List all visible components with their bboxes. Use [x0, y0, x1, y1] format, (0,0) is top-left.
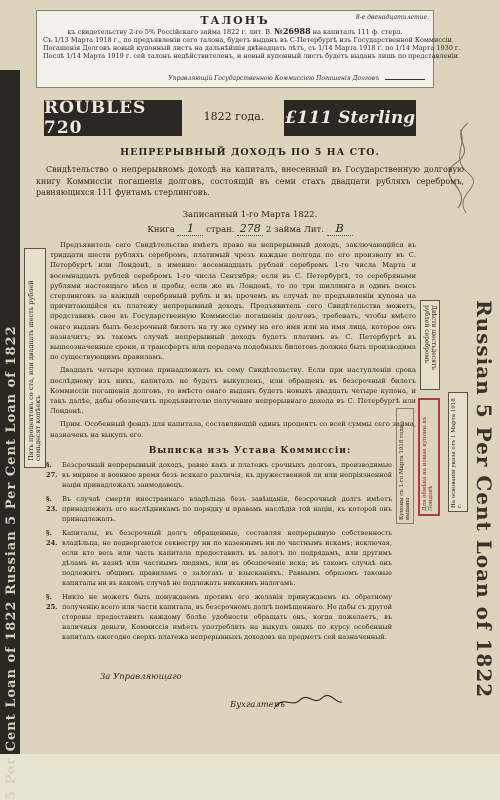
page-number: 278 [237, 222, 263, 236]
article-item [46, 494, 392, 524]
left-side-box [24, 248, 46, 468]
loan-letter: В [327, 222, 353, 236]
body-paragraph-2: Двадцать четыре купона принадлежатъ къ сему Свидѣтельству. Если при наступленiи срока послѣднему изъ нихъ, капиталъ не будетъ выкупленъ, или обращенъ въ безсрочный билетъ Коммиссiи погашенiя долговъ, то вмѣсто онаго выданъ будетъ новыхъ двадцать четыре купона, и такъ далѣе, дабы обезпечить предъявителю получение непрерывнаго дохода въ С. Петербургѣ или Лондонѣ. [50, 366, 416, 416]
header-roubles: ROUBLES 720 [44, 100, 182, 136]
coupon-line1-suffix: на капиталъ 111 ф. стерл. [312, 28, 403, 36]
articles-list [46, 460, 392, 646]
article-text: Безсрочный непрерывный доходъ, равно какъ и платежъ срочныхъ долговъ, производимые въ мирное и военное время безъ всякаго различiя, къ дружественной ли или непрiязненной нацiи принадлежалъ заимодавецъ. [62, 461, 392, 489]
article-item [46, 592, 392, 642]
article-text: Никто не можетъ быть понуждаемъ противъ его желанiя принуждаемъ къ обратному полученiю всего или части капитала, въ безсрочномъ долгѣ помѣщеннаго. Но дабы съ другой стороны предоставить каждому болѣе удобности обращать онъ, когда пожелаетъ, въ наличныя деньги, Коммиссiя имѣетъ употреблять на выкупъ оныхъ по курсу особенный капиталъ ежегодно сверхъ платежа непрерывныхъ доходовъ на предметъ сей назначенный. [62, 593, 392, 641]
body-paragraph-1: Предъявитель сего Свидѣтельства имѣетъ право на непрерывный доходъ, заключающiйся въ тридцати шести рубляхъ серебромъ, платимый чрезъ каждые полгода по его произволу въ С. Петербургѣ или Лондонѣ, а именно: восемнадцать рублей серебромъ 1-го числа Марта и восемнадцать рублей серебромъ 1-го числа Сентября; если въ С. Петербургѣ, то серебряными рублями настоящаго вѣса и пробы, если же въ Лондонѣ, то по три шиллинга и одинъ пенсъ стерлинговъ за каждый серебряный рубль и въ прочемъ въ случаѣ по предъявленiи купона на причитающiйся къ платежу непрерывный доходъ. Предъявитель сего Свидѣтельства можетъ, представивъ свое въ Государственную Коммиссiю погашенiя долговъ, требовать, чтобы вмѣсто онаго выданъ былъ безсрочный билетъ на ту же сумму на его имя или на имя лица, которое онъ назначитъ; въ такомъ случаѣ непрерывный доходъ будетъ платимъ въ С. Петербургѣ въ вышеозначенные сроки, и трансфертъ или передача подобныхъ билетовъ должна быть производима по существующимъ правиламъ. [50, 241, 416, 362]
coupon-line-2: Съ 1/13 Марта 1918 г., по предъявленiи сего талона, будетъ выданъ въ С-Петербургѣ изъ Государственной Коммиссiи [43, 36, 453, 44]
article-number: §. 23. [46, 495, 58, 513]
band-text: 5 Per Cent Loan of 1822 Russian 5 Per Cent Loan of 1822 [4, 325, 19, 800]
right-side-box [420, 300, 440, 390]
coupon-signature-label: Управляющiй Государственною Коммиссiею Погашенiя Долговъ [168, 75, 380, 82]
coupon-signature [168, 75, 425, 82]
coupon-title: ТАЛОНЪ [200, 14, 270, 27]
left-side-text: Пять процентовъ со ста, или двадцать шесть рублей семьдесят копѣекъ [27, 280, 42, 461]
article-text: Капиталы, въ безсрочный долгъ обращенные, составляя непрерывную собственность владѣльца, не подвергаются секвестру ни по казеннымъ ни по частнымъ искамъ; исключая, если кто весь или часть капитала предоставилъ въ залогъ по подрядамъ, или другимъ дѣламъ въ казнѣ или частнымъ людямъ, или въ обезпеченiе иска; въ такомъ случаѣ онъ подлежитъ общимъ правиламъ о залогахъ и взысканiяхъ. Равнымъ образомъ таковые капиталы ни въ какомъ случаѣ не подлежатъ никакимъ налогамъ. [62, 529, 392, 587]
coupon-line1-prefix: къ свидетельству 2-го 5% Россiйскаго займа 1822 г. лит. В. [67, 28, 273, 36]
stamp-1-text: Купоны съ 1-го Марта 1918 года выданы [399, 425, 411, 520]
recorded-date: Записанный 1-го Марта 1822. [182, 210, 318, 220]
coupon-corner-note: 8-е двенадцатилетие. [355, 14, 429, 21]
right-edge-text: Russian 5 Per Cent Loan of 1822 [472, 300, 496, 699]
coupon-number: №26988 [274, 26, 311, 36]
coupon-line-4: Послѣ 1/14 Марта 1919 г. сей талонъ недѣйствителенъ, и новый купонный листъ будетъ выданъ лишь по представленiи [43, 52, 459, 60]
page-label: стран. [206, 225, 235, 235]
article-number: §. 24. [46, 529, 58, 547]
accountant-signature [274, 694, 344, 710]
book-label: Книга [147, 225, 175, 235]
article-item [46, 460, 392, 490]
red-stamp-text: Для обмѣна на новые купоны въ Лондонѣ [422, 416, 434, 511]
loan-label: 2 займа Лит. [265, 225, 324, 235]
book-number: 1 [177, 222, 203, 236]
accountant-label: Бухгалтеръ [230, 700, 285, 710]
coupon-talon [36, 10, 461, 88]
coupon-line-3: Погашенiя Долговъ новый купонный листъ на дальнѣйшiя двѣнадцать лѣтъ, съ 1/14 Марта 1918 г. по 1/14 Марта 1930 г. [43, 44, 461, 52]
article-text: Въ случаѣ смерти иностраннаго владѣльца безъ завѣщанiя, безсрочный долгъ имѣетъ принадлежать его наслѣдникамъ по порядку и правамъ наслѣдiя той нацiи, къ которой онъ принадлежалъ. [62, 495, 392, 523]
right-side-text: Двѣсти шестьдесятъ рублей серебромъ [423, 305, 437, 371]
signature-mark [385, 79, 425, 80]
article-number: §. 25. [46, 593, 58, 611]
coupon-line-1 [43, 27, 427, 36]
intro-paragraph: Свидѣтельство о непрерывномъ доходѣ на капиталъ, внесенный въ Государственную долговую книгу Коммиссiи погашенiя долговъ, состоящiй въ семи стахъ двадцати рубляхъ серебромъ, равняющихся 111 фунтамъ стерлинговъ. [36, 165, 464, 197]
book-reference [40, 222, 460, 236]
article-number: §. 27. [46, 461, 58, 479]
body-paragraph-3: Прим. Особенный фондъ для капитала, составляющiй одинъ процентъ со всей суммы сего займа, назначенъ на выкупъ его. [50, 420, 416, 439]
for-manager-label: За Управляющаго [100, 672, 182, 682]
left-black-band [0, 70, 20, 800]
stamp-3-text: На основанiи указа отъ 1 Марта 1918 г. [451, 398, 463, 508]
subtitle: НЕПРЕРЫВНЫЙ ДОХОДЪ ПО 5 НА СТО. [120, 147, 380, 158]
body-text [50, 240, 416, 443]
header-year: 1822 года. [203, 110, 265, 123]
header-sterling: £111 Sterling [284, 100, 416, 136]
article-item [46, 528, 392, 588]
extract-title: Выписка изъ Устава Коммиссiи: [148, 446, 352, 456]
red-stamp [418, 398, 440, 516]
